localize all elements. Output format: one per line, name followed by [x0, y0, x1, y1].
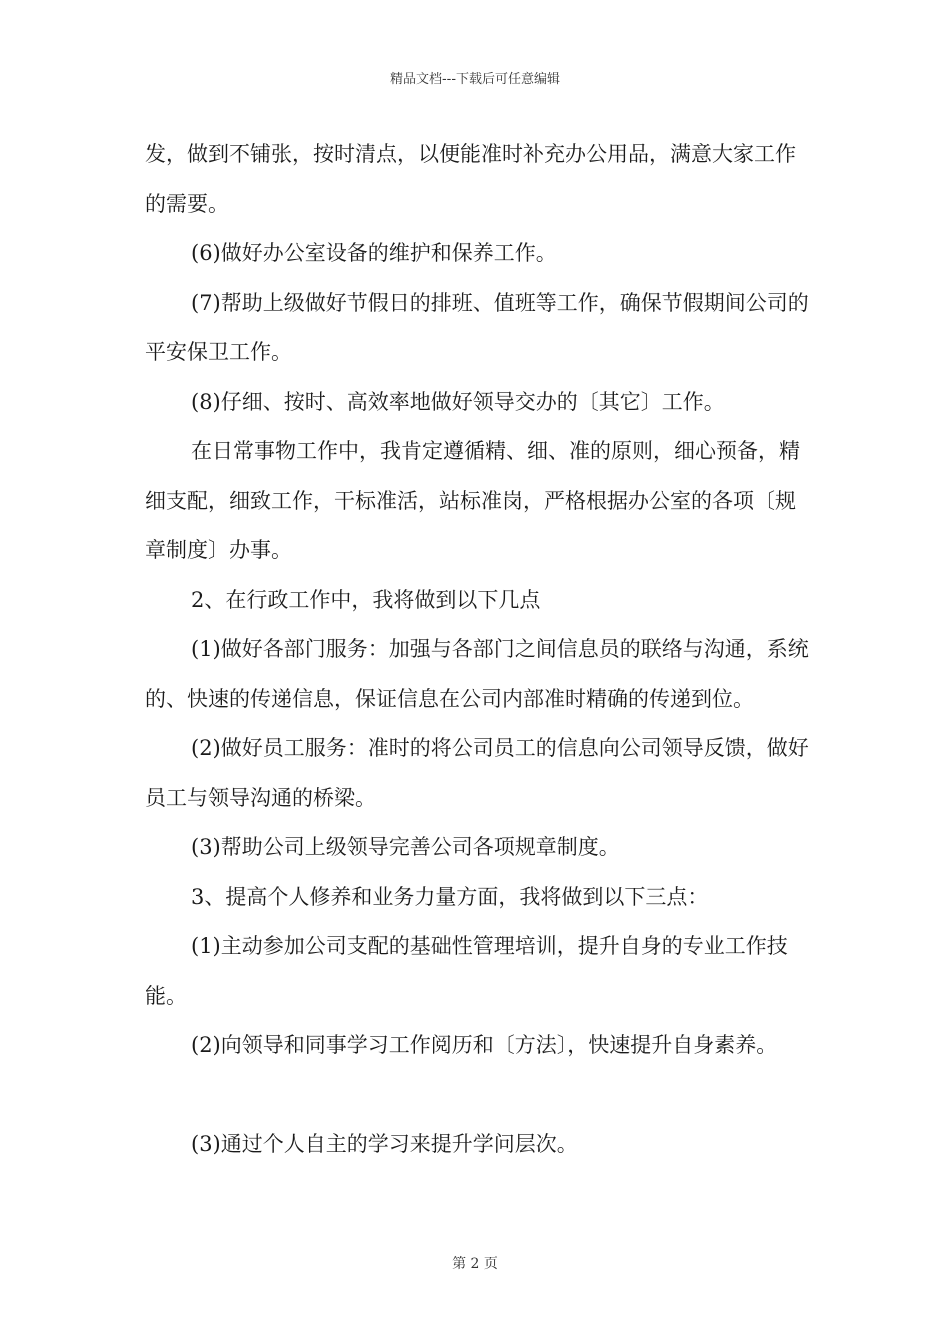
paragraph: 发，做到不铺张，按时清点，以便能准时补充办公用品，满意大家工作的需要。 — [145, 142, 796, 216]
page-header: 精品文档---下载后可任意编辑 — [389, 72, 561, 87]
paragraph: (8)仔细、按时、高效率地做好领导交办的〔其它〕工作。 — [191, 389, 725, 414]
paragraph: 2、在行政工作中，我将做到以下几点 — [191, 587, 541, 612]
paragraph: (1)做好各部门服务：加强与各部门之间信息员的联络与沟通，系统的、快速的传递信息，保证信息在公司内部准时精确的传递到位。 — [145, 637, 809, 711]
paragraph: (2)向领导和同事学习工作阅历和〔方法〕，快速提升自身素养。 — [191, 1033, 778, 1057]
page-number: 第 2 页 — [452, 1256, 498, 1272]
paragraph: 3、提高个人修养和业务力量方面，我将做到以下三点： — [191, 884, 709, 909]
document-body — [145, 130, 815, 1170]
paragraph: (7)帮助上级做好节假日的排班、值班等工作，确保节假期间公司的平安保卫工作。 — [145, 290, 809, 364]
paragraph: (3)帮助公司上级领导完善公司各项规章制度。 — [191, 835, 620, 859]
paragraph: (1)主动参加公司支配的基础性管理培训，提升自身的专业工作技能。 — [145, 934, 788, 1008]
paragraph: (2)做好员工服务：准时的将公司员工的信息向公司领导反馈，做好员工与领导沟通的桥梁。 — [145, 736, 809, 810]
paragraph: (6)做好办公室设备的维护和保养工作。 — [191, 241, 557, 265]
paragraph: 在日常事物工作中，我肯定遵循精、细、准的原则，细心预备，精细支配，细致工作，干标准活，站标准岗，严格根据办公室的各项〔规章制度〕办事。 — [145, 439, 800, 562]
paragraph: (3)通过个人自主的学习来提升学问层次。 — [191, 1132, 578, 1156]
